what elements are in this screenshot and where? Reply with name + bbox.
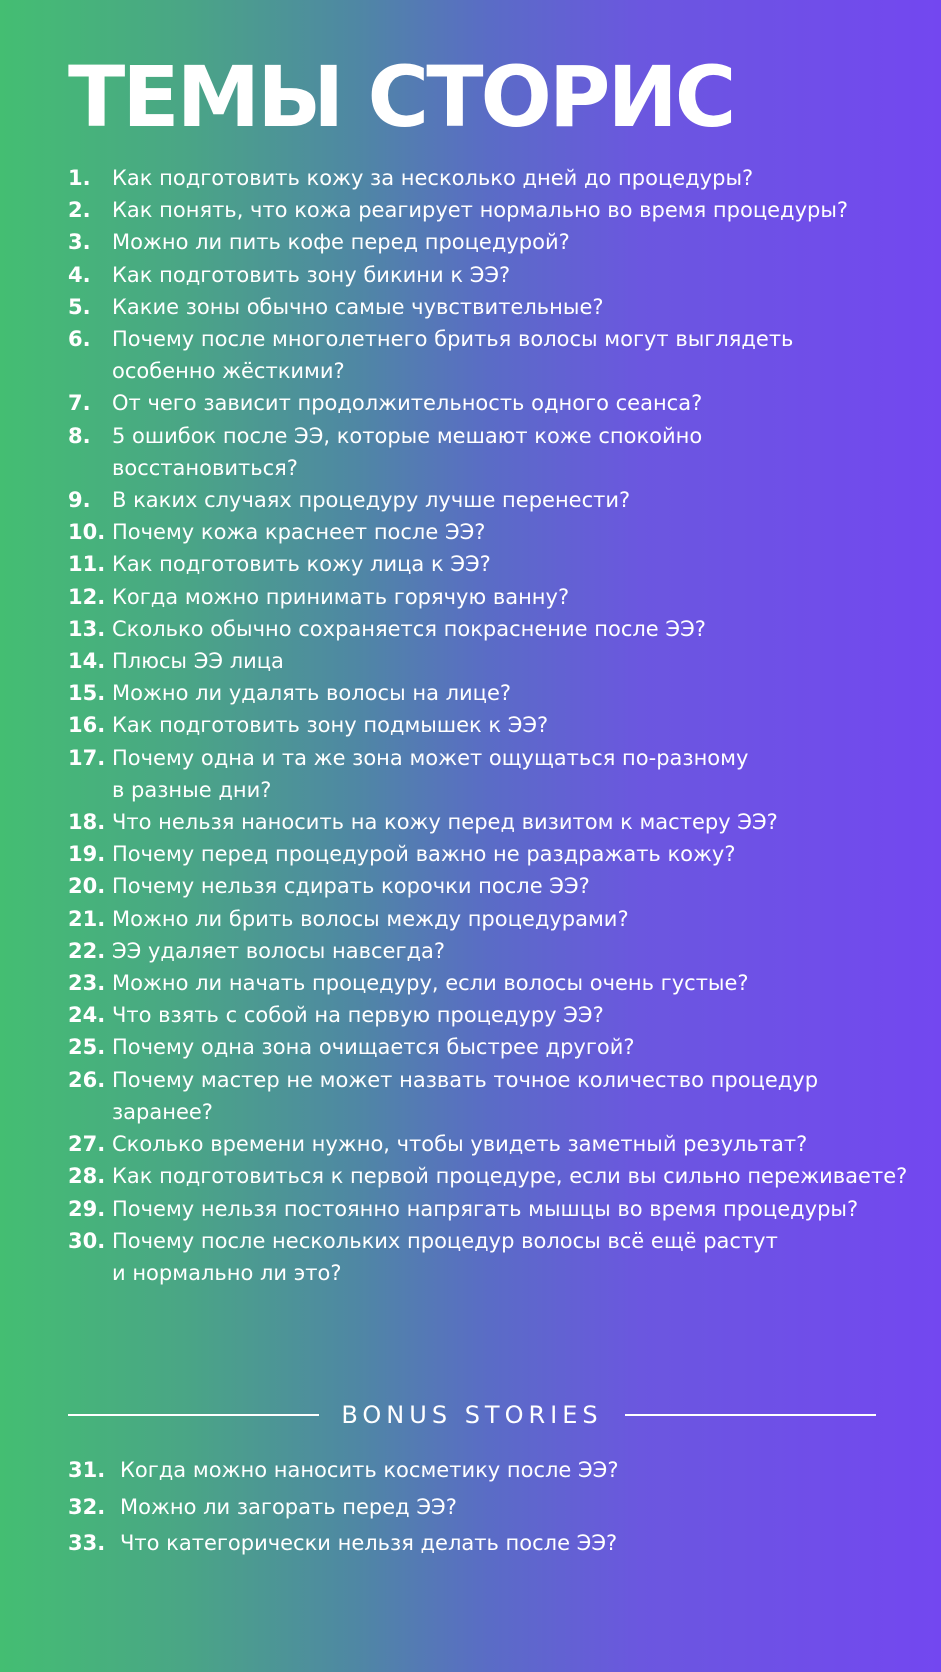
topic-text: Какие зоны обычно самые чувствительные?: [112, 294, 604, 319]
topic-item: [68, 903, 928, 935]
topic-item: [68, 1031, 928, 1063]
divider-line-left: [68, 1414, 319, 1416]
topic-item: [68, 1193, 928, 1225]
topic-number: 7.: [68, 391, 91, 416]
topic-text: Можно ли брить волосы между процедурами?: [112, 906, 629, 931]
topic-text: Как подготовиться к первой процедуре, если вы сильно переживаете?: [112, 1164, 908, 1189]
topic-item: [68, 1525, 928, 1562]
bonus-section-header: [68, 1395, 876, 1435]
topic-number: 29.: [68, 1196, 106, 1221]
topic-text: 5 ошибок после ЭЭ, которые мешают коже спокойно восстановиться?: [112, 423, 703, 480]
topic-number: 19.: [68, 842, 106, 867]
topic-number: 3.: [68, 230, 91, 255]
topic-item: [68, 323, 928, 387]
topic-number: 25.: [68, 1035, 106, 1060]
topic-text: Почему кожа краснеет после ЭЭ?: [112, 520, 486, 545]
topic-item: [68, 709, 928, 741]
topic-item: [68, 935, 928, 967]
topic-item: [68, 581, 928, 613]
topic-number: 5.: [68, 294, 91, 319]
topic-text: ЭЭ удаляет волосы навсегда?: [112, 938, 446, 963]
topic-number: 23.: [68, 971, 106, 996]
page-title: ТЕМЫ СТОРИС: [68, 48, 734, 146]
topic-text: Можно ли пить кофе перед процедурой?: [112, 230, 570, 255]
topic-item: [68, 387, 928, 419]
topic-number: 30.: [68, 1228, 106, 1253]
topic-number: 8.: [68, 423, 91, 448]
topic-text: Почему мастер не может назвать точное количество процедур заранее?: [112, 1067, 819, 1124]
topic-item: [68, 1452, 928, 1489]
topic-text: Когда можно наносить косметику после ЭЭ?: [120, 1458, 619, 1482]
topic-item: [68, 1489, 928, 1526]
topic-text: От чего зависит продолжительность одного сеанса?: [112, 391, 703, 416]
topic-number: 22.: [68, 938, 106, 963]
topic-text: Как подготовить кожу лица к ЭЭ?: [112, 552, 491, 577]
topic-item: [68, 291, 928, 323]
topic-number: 1.: [68, 166, 91, 190]
topic-number: 17.: [68, 745, 106, 770]
topic-text: Почему одна и та же зона может ощущаться по-разному в разные дни?: [112, 745, 749, 802]
topic-text: Почему после нескольких процедур волосы всё ещё растут и нормально ли это?: [112, 1228, 778, 1285]
topic-number: 14.: [68, 649, 106, 674]
topic-number: 26.: [68, 1067, 106, 1092]
topic-number: 2.: [68, 198, 91, 223]
topic-text: Как подготовить кожу за несколько дней до процедуры?: [112, 166, 754, 190]
topic-number: 9.: [68, 488, 91, 513]
topic-number: 4.: [68, 262, 91, 287]
topic-item: [68, 162, 928, 194]
topic-number: 27.: [68, 1132, 106, 1157]
topic-item: [68, 484, 928, 516]
topic-item: [68, 548, 928, 580]
topic-item: [68, 259, 928, 291]
topic-number: 32.: [68, 1494, 106, 1519]
topic-item: [68, 645, 928, 677]
topic-item: [68, 1128, 928, 1160]
topic-item: [68, 742, 928, 806]
topic-number: 21.: [68, 906, 106, 931]
topic-item: [68, 806, 928, 838]
topic-item: [68, 1225, 928, 1289]
topic-text: Сколько времени нужно, чтобы увидеть заметный результат?: [112, 1132, 808, 1157]
topic-number: 33.: [68, 1531, 106, 1555]
topic-item: [68, 613, 928, 645]
topic-item: [68, 999, 928, 1031]
topic-text: Как понять, что кожа реагирует нормально во время процедуры?: [112, 198, 849, 223]
topic-text: В каких случаях процедуру лучше перенести?: [112, 488, 631, 513]
topic-item: [68, 1160, 928, 1192]
topic-text: Можно ли начать процедуру, если волосы очень густые?: [112, 971, 749, 996]
topic-number: 11.: [68, 552, 106, 577]
topic-number: 24.: [68, 1003, 106, 1028]
topic-number: 6.: [68, 327, 91, 352]
topic-item: [68, 516, 928, 548]
topic-item: [68, 1064, 928, 1128]
topic-number: 10.: [68, 520, 106, 545]
topic-number: 31.: [68, 1458, 106, 1482]
topic-text: Можно ли удалять волосы на лице?: [112, 681, 512, 706]
topic-text: Как подготовить зону подмышек к ЭЭ?: [112, 713, 549, 738]
topic-number: 16.: [68, 713, 106, 738]
topic-item: [68, 967, 928, 999]
topic-text: Что категорически нельзя делать после ЭЭ?: [120, 1531, 618, 1555]
topic-text: Почему нельзя постоянно напрягать мышцы во время процедуры?: [112, 1196, 859, 1221]
topic-item: [68, 870, 928, 902]
topic-number: 20.: [68, 874, 106, 899]
divider-line-right: [625, 1414, 876, 1416]
topic-number: 28.: [68, 1164, 106, 1189]
topic-item: [68, 226, 928, 258]
topic-text: Почему одна зона очищается быстрее другой?: [112, 1035, 635, 1060]
topic-text: Как подготовить зону бикини к ЭЭ?: [112, 262, 511, 287]
topic-number: 13.: [68, 616, 106, 641]
topic-text: Что взять с собой на первую процедуру ЭЭ?: [112, 1003, 604, 1028]
topic-number: 18.: [68, 810, 106, 835]
topic-list: [68, 162, 928, 1289]
topic-item: [68, 838, 928, 870]
topic-text: Что нельзя наносить на кожу перед визитом к мастеру ЭЭ?: [112, 810, 778, 835]
topic-item: [68, 677, 928, 709]
topic-text: Можно ли загорать перед ЭЭ?: [120, 1494, 457, 1519]
topic-number: 12.: [68, 584, 106, 609]
bonus-topic-list: [68, 1452, 928, 1562]
topic-text: Почему нельзя сдирать корочки после ЭЭ?: [112, 874, 590, 899]
topic-text: Плюсы ЭЭ лица: [112, 649, 284, 674]
topic-item: [68, 194, 928, 226]
topic-text: Почему перед процедурой важно не раздражать кожу?: [112, 842, 736, 867]
topic-text: Почему после многолетнего бритья волосы могут выглядеть особенно жёсткими?: [112, 327, 794, 384]
topic-text: Сколько обычно сохраняется покраснение после ЭЭ?: [112, 616, 706, 641]
topic-text: Когда можно принимать горячую ванну?: [112, 584, 570, 609]
bonus-section-title: BONUS STORIES: [341, 1401, 603, 1429]
topic-number: 15.: [68, 681, 106, 706]
topic-item: [68, 420, 928, 484]
